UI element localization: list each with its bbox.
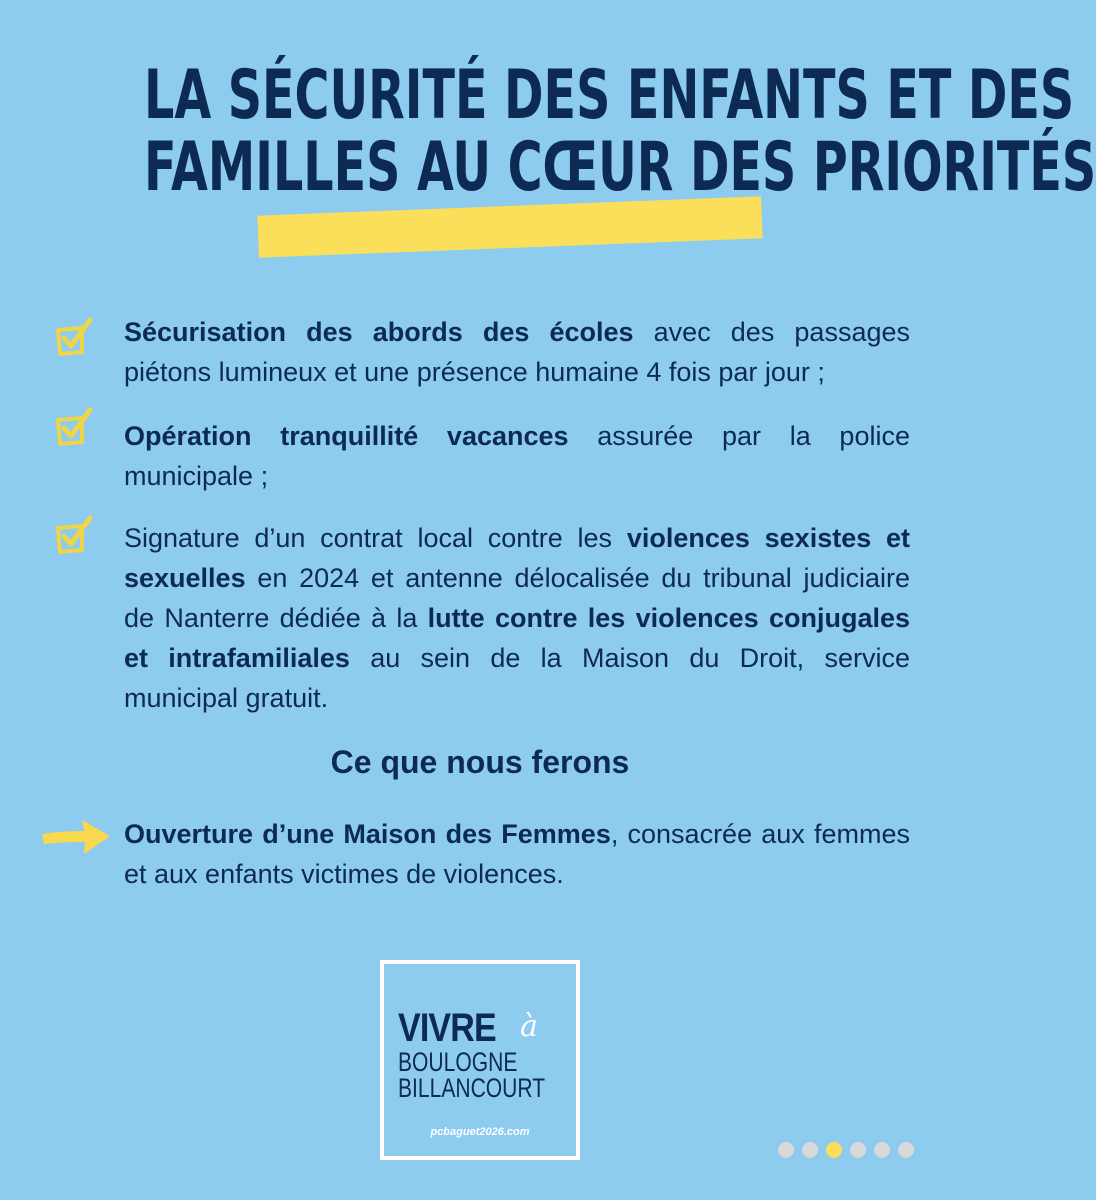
list-item-bold: Ouverture d’une Maison des Femmes <box>124 819 611 849</box>
check-icon <box>52 514 96 558</box>
page-title-line-2: FAMILLES AU CŒUR DES PRIORITÉS <box>144 128 1096 207</box>
check-icon <box>52 406 96 450</box>
logo-url: pcbaguet2026.com <box>430 1126 530 1138</box>
logo-word-vivre: VIVRE <box>398 1006 496 1050</box>
logo-line-billancourt: BILLANCOURT <box>398 1073 546 1103</box>
pagination-dot[interactable] <box>778 1142 794 1158</box>
list-item-bold: lutte contre les violences conjugales et intrafamiliales <box>124 603 911 673</box>
list-item-text: en 2024 et antenne délocalisée du tribunal judiciaire de Nanterre dédiée à la <box>124 563 910 633</box>
list-item-text: assurée par la police municipale ; <box>124 421 910 491</box>
check-icon <box>52 316 96 360</box>
list-item-bold: Opération tranquillité vacances <box>124 421 569 451</box>
list-item <box>124 312 910 392</box>
list-item-text: avec des passages piétons lumineux et une présence humaine 4 fois par jour ; <box>124 317 910 387</box>
list-item-text: Signature d’un contrat local contre les <box>124 523 627 553</box>
page-title <box>144 56 1096 207</box>
campaign-logo <box>380 960 580 1160</box>
pagination-dot[interactable] <box>850 1142 866 1158</box>
pagination-dot[interactable] <box>874 1142 890 1158</box>
list-item-text: au sein de la Maison du Droit, service municipal gratuit. <box>124 643 910 713</box>
carousel-pagination <box>778 1142 914 1158</box>
pagination-dot[interactable] <box>802 1142 818 1158</box>
logo-word-a: à <box>520 1009 538 1044</box>
logo-line-boulogne: BOULOGNE <box>398 1047 518 1077</box>
list-item-text: , consacrée aux femmes et aux enfants victimes de violences. <box>124 819 910 889</box>
list-item <box>124 518 910 718</box>
list-item <box>124 814 910 894</box>
list-item-bold: Sécurisation des abords des écoles <box>124 317 634 347</box>
pagination-dot-active[interactable] <box>826 1142 842 1158</box>
list-item-bold: violences sexistes et sexuelles <box>124 523 910 593</box>
list-item <box>124 416 910 496</box>
pagination-dot[interactable] <box>898 1142 914 1158</box>
page-title-line-1: LA SÉCURITÉ DES ENFANTS ET DES <box>144 56 1075 135</box>
arrow-right-icon <box>40 814 112 858</box>
section-heading: Ce que nous ferons <box>330 744 630 780</box>
